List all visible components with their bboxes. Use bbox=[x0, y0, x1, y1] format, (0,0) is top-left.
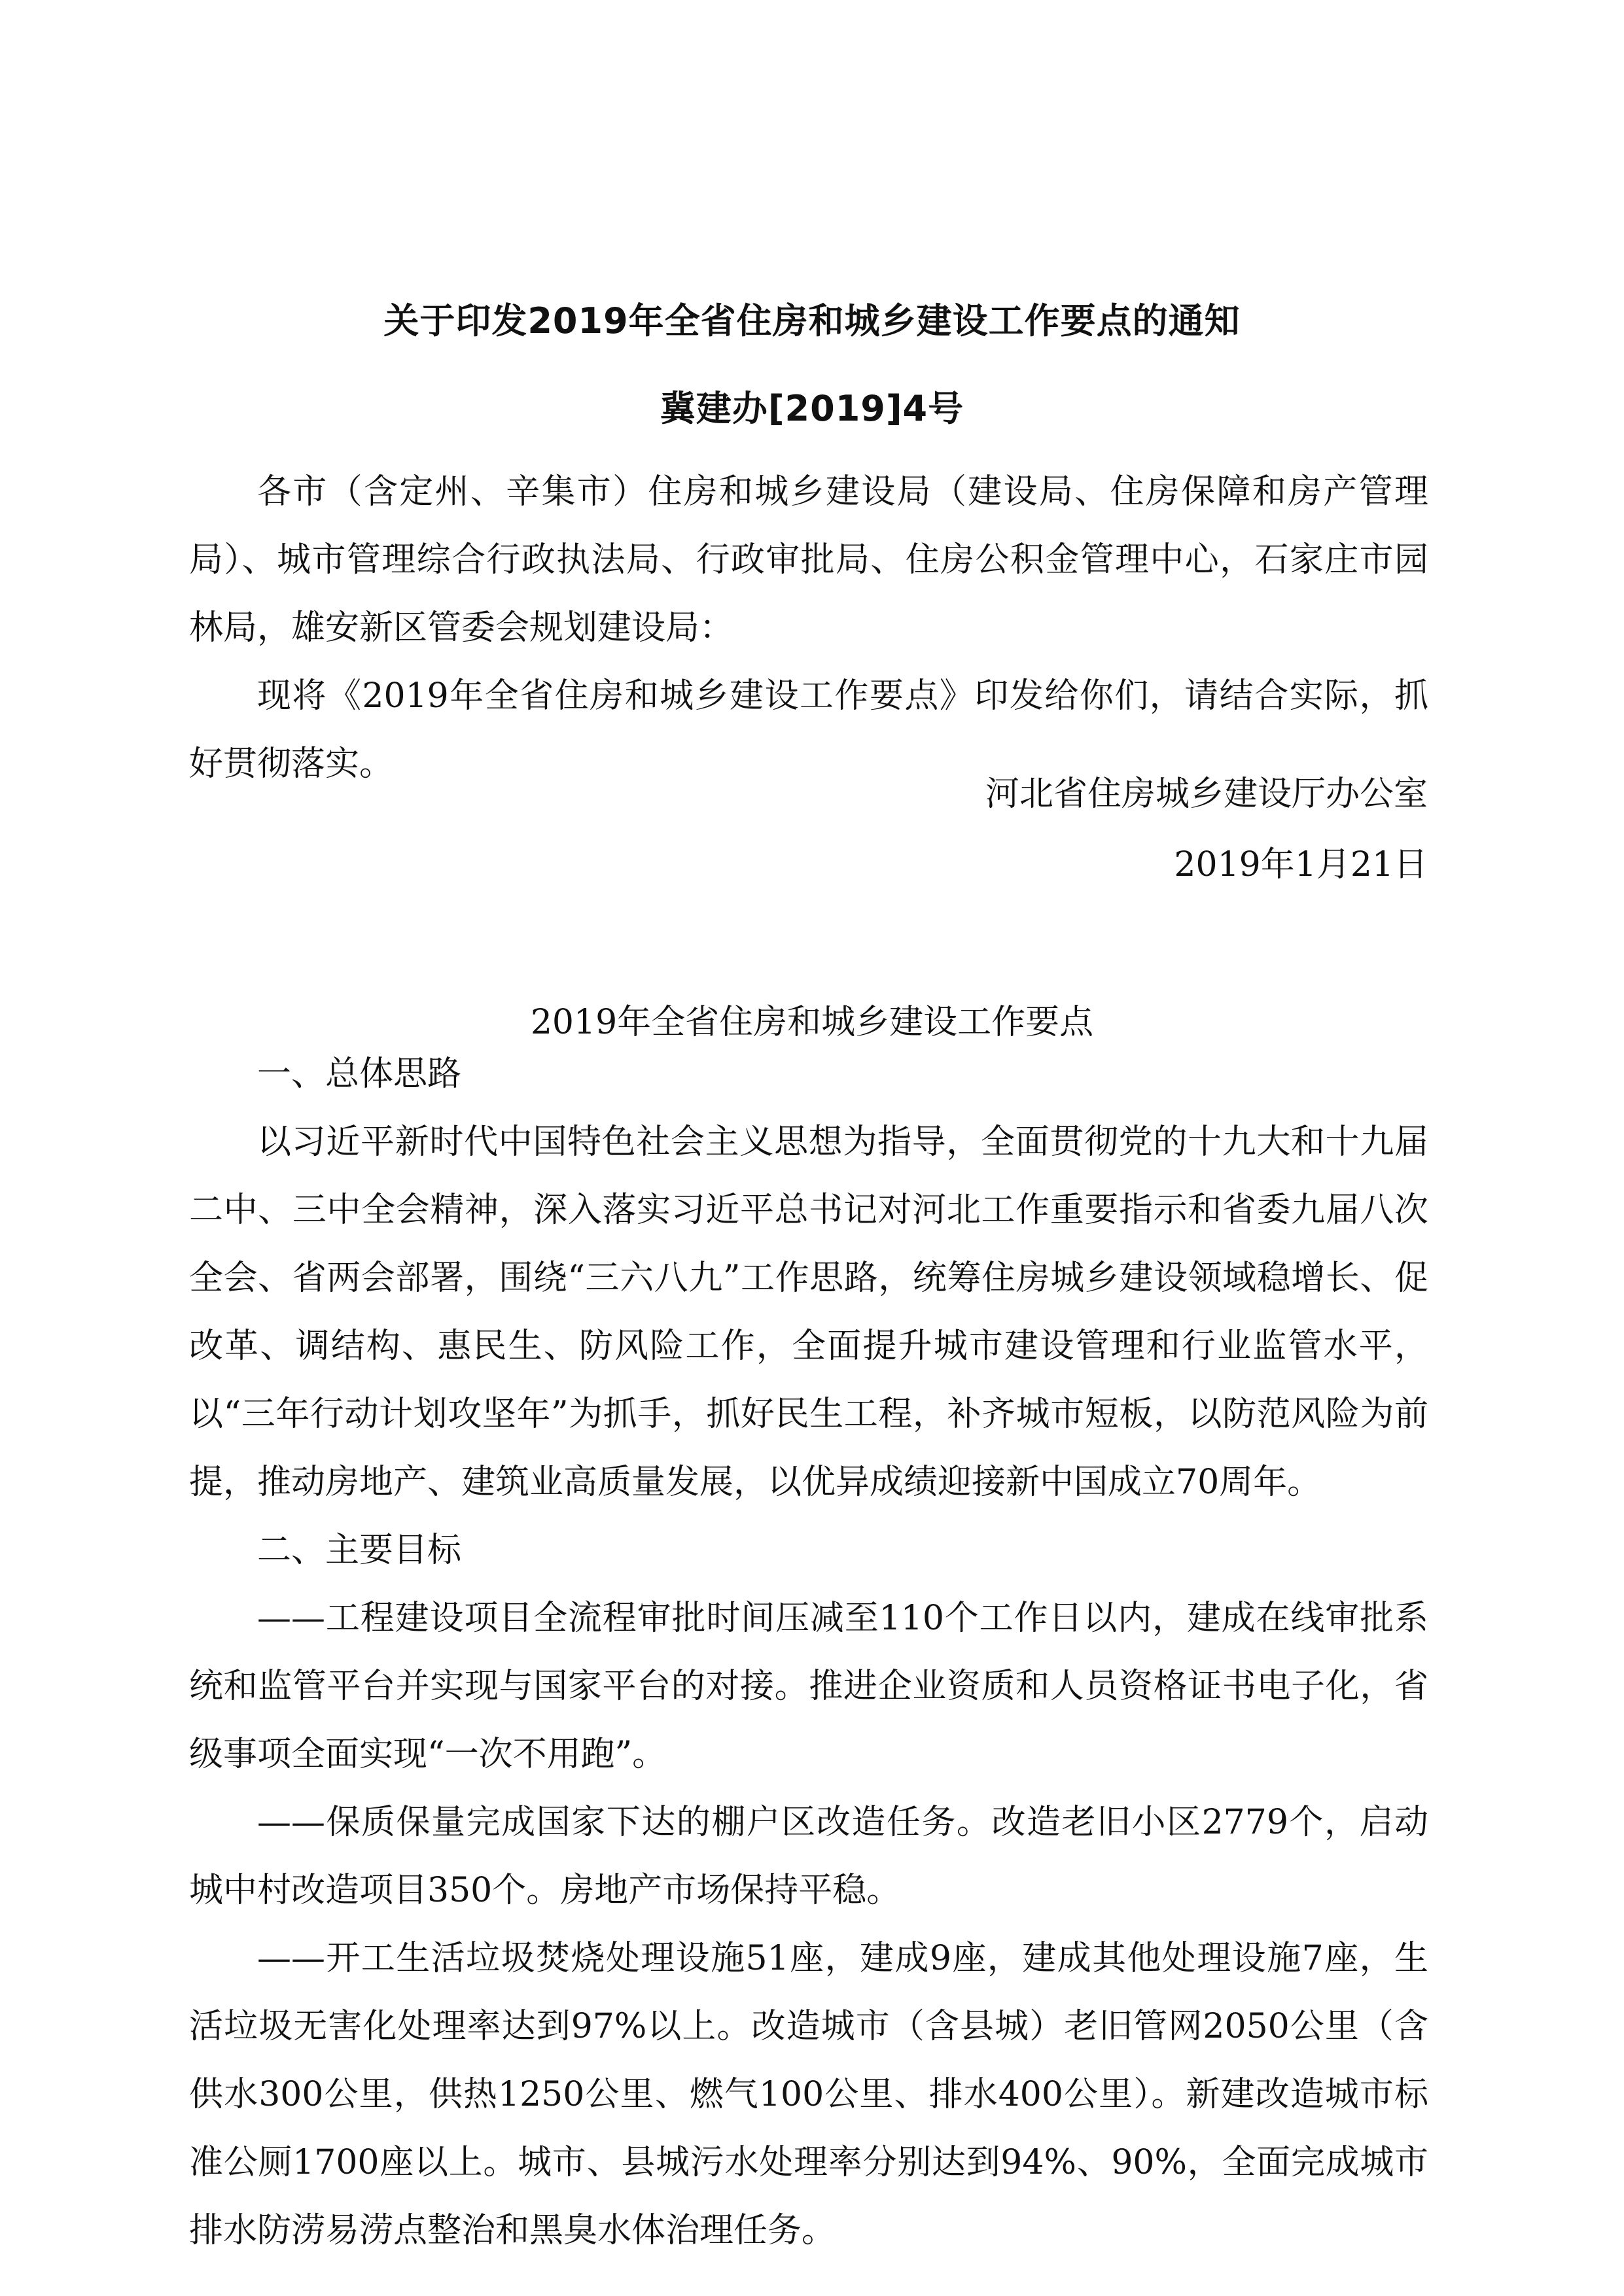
goal-paragraph-3: ——开工生活垃圾焚烧处理设施51座，建成9座，建成其他处理设施7座，生活垃圾无害化处理率达到97%以上。改造城市（含县城）老旧管网2050公里（含供水300公里，供热1250公里、燃气100公里、排水400公里）。新建改造城市标准公厕1700座以上。城市、县城污水处理率分别达到94%、90%，全面完成城市排水防涝易涝点整治和黑臭水体治理任务。 bbox=[189, 1939, 1428, 2250]
issue-date: 2019年1月21日 bbox=[1174, 845, 1428, 884]
notice-body bbox=[189, 458, 1428, 798]
document-title: 关于印发2019年全省住房和城乡建设工作要点的通知 bbox=[383, 300, 1241, 341]
notice-paragraph: 现将《2019年全省住房和城乡建设工作要点》印发给你们，请结合实际，抓好贯彻落实。 bbox=[189, 676, 1428, 784]
issuing-office: 河北省住房城乡建设厅办公室 bbox=[985, 774, 1428, 814]
attachment-body bbox=[189, 1040, 1428, 2265]
section-heading-1: 一、总体思路 bbox=[257, 1054, 462, 1094]
goal-paragraph-2: ——保质保量完成国家下达的棚户区改造任务。改造老旧小区2779个，启动城中村改造项目350个。房地产市场保持平稳。 bbox=[189, 1803, 1428, 1910]
section-heading-2: 二、主要目标 bbox=[257, 1531, 462, 1570]
attachment-title: 2019年全省住房和城乡建设工作要点 bbox=[530, 1003, 1094, 1042]
goal-paragraph-1: ——工程建设项目全流程审批时间压减至110个工作日以内，建成在线审批系统和监管平台并实现与国家平台的对接。推进企业资质和人员资格证书电子化，省级事项全面实现“一次不用跑”。 bbox=[189, 1599, 1428, 1774]
signature-block bbox=[985, 759, 1428, 900]
document-number: 冀建办[2019]4号 bbox=[660, 388, 964, 429]
addressee-paragraph: 各市（含定州、辛集市）住房和城乡建设局（建设局、住房保障和房产管理局）、城市管理综合行政执法局、行政审批局、住房公积金管理中心，石家庄市园林局，雄安新区管委会规划建设局： bbox=[189, 472, 1428, 648]
section-paragraph-1: 以习近平新时代中国特色社会主义思想为指导，全面贯彻党的十九大和十九届二中、三中全会精神，深入落实习近平总书记对河北工作重要指示和省委九届八次全会、省两会部署，围绕“三六八九”工作思路，统筹住房城乡建设领域稳增长、促改革、调结构、惠民生、防风险工作，全面提升城市建设管理和行业监管水平，以“三年行动计划攻坚年”为抓手，抓好民生工程，补齐城市短板，以防范风险为前提，推动房地产、建筑业高质量发展，以优异成绩迎接新中国成立70周年。 bbox=[189, 1122, 1428, 1502]
